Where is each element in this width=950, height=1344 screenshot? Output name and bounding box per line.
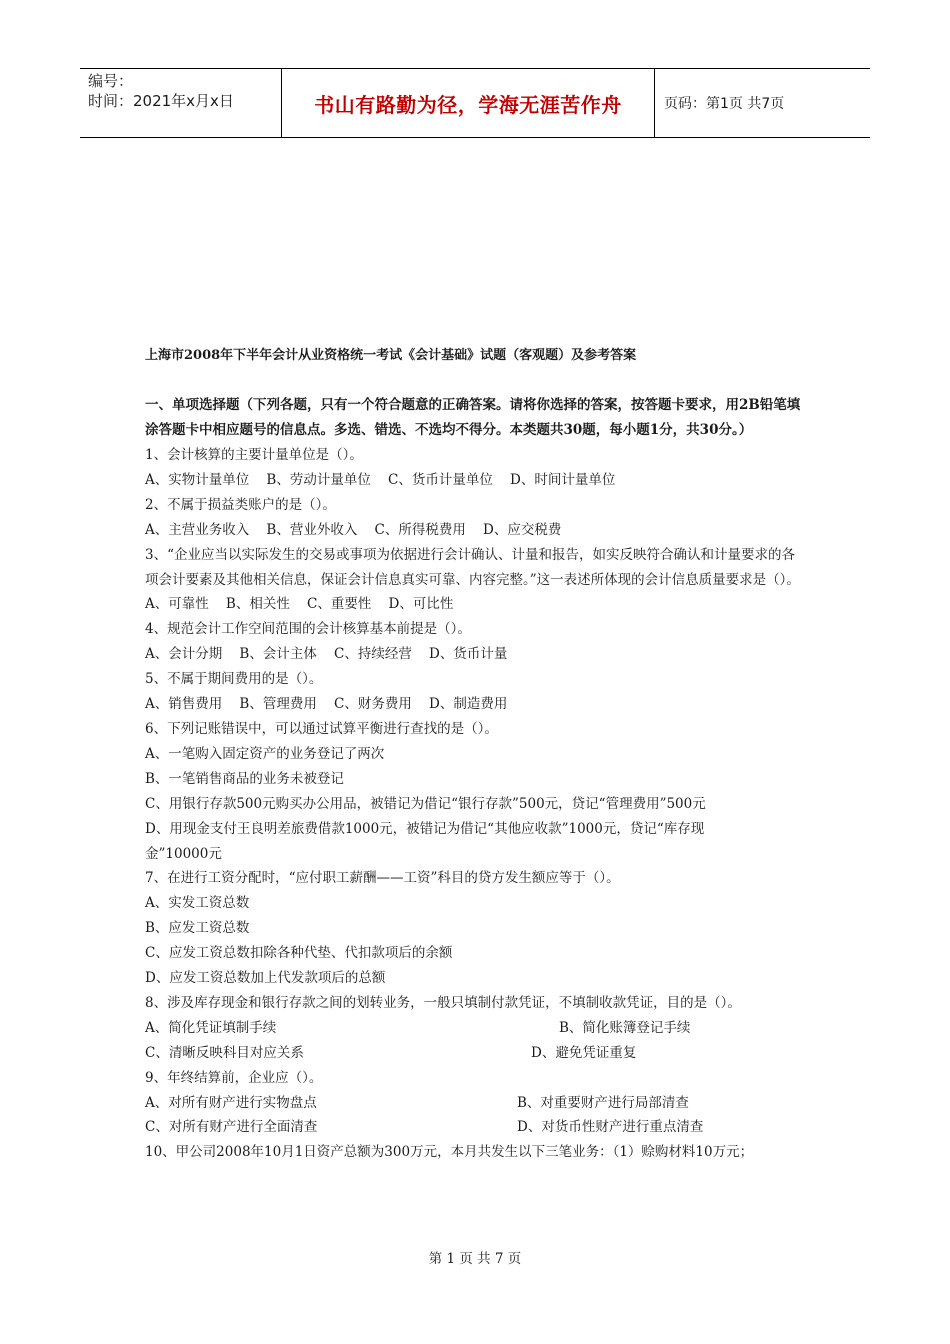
option-b: B、应发工资总数 [145,920,250,937]
question-10: 10、甲公司2008年10月1日资产总额为300万元，本月共发生以下三笔业务：（1）赊购材料10万元； [145,1144,754,1161]
option-c: C、应发工资总数扣除各种代垫、代扣款项后的余额 [145,945,453,962]
option-a: A、实发工资总数 [145,895,250,912]
document-body [145,345,805,1165]
header-motto: 书山有路勤为径，学海无涯苦作舟 [314,92,622,117]
question-1-options: A、实物计量单位 B、劳动计量单位 C、货币计量单位 D、时间计量单位 [145,471,616,488]
option-d-continued: 金”10000元 [145,845,222,862]
question-8-options-row [145,1041,805,1066]
question-8-options-row [145,1016,805,1041]
option-b: B、对重要财产进行局部清查 [517,1094,689,1111]
option-d: D、避免凭证重复 [531,1044,637,1061]
question-7: 7、在进行工资分配时，“应付职工薪酬——工资”科目的贷方发生额应等于（）。 [145,870,620,887]
question-8: 8、涉及库存现金和银行存款之间的划转业务，一般只填制付款凭证，不填制收款凭证，目的是（）。 [145,994,741,1011]
document-title: 上海市2008年下半年会计从业资格统一考试《会计基础》试题（客观题）及参考答案 [145,348,637,363]
question-2: 2、不属于损益类账户的是（）。 [145,496,336,513]
question-2-options: A、主营业务收入 B、营业外收入 C、所得税费用 D、应交税费 [145,521,562,538]
code-label: 编号： [88,72,134,90]
header-info [88,71,234,111]
option-c: C、清晰反映科目对应关系 [145,1044,304,1061]
question-9: 9、年终结算前，企业应（）。 [145,1069,323,1086]
option-d: D、对货币性财产进行重点清查 [517,1119,704,1136]
time-label: 时间：2021年x月x日 [88,92,234,110]
question-3-options: A、可靠性 B、相关性 C、重要性 D、可比性 [145,596,454,613]
option-d: D、用现金支付王良明差旅费借款1000元，被错记为借记“其他应收款”1000元，贷记“库存现 [145,820,705,837]
question-4-options: A、会计分期 B、会计主体 C、持续经营 D、货币计量 [145,646,508,663]
option-c: C、对所有财产进行全面清查 [145,1119,318,1136]
option-b: B、一笔销售商品的业务未被登记 [145,770,344,787]
header-divider [654,69,655,137]
question-5-options: A、销售费用 B、管理费用 C、财务费用 D、制造费用 [145,696,508,713]
question-3: 3、“企业应当以实际发生的交易或事项为依据进行会计确认、计量和报告，如实反映符合确认和计量要求的各项会计要素及其他相关信息，保证会计信息真实可靠、内容完整。”这一表述所体现的会计信息质量要求是（）。 [145,546,800,588]
option-a: A、对所有财产进行实物盘点 [145,1094,317,1111]
question-9-options-row [145,1091,805,1116]
question-6: 6、下列记账错误中，可以通过试算平衡进行查找的是（）。 [145,720,498,737]
question-1: 1、会计核算的主要计量单位是（）。 [145,447,363,463]
header-page-label: 页码：第1页 共7页 [664,96,785,112]
question-4: 4、规范会计工作空间范围的会计核算基本前提是（）。 [145,621,471,638]
question-5: 5、不属于期间费用的是（）。 [145,671,323,688]
option-c: C、用银行存款500元购买办公用品，被错记为借记“银行存款”500元，贷记“管理费用”500元 [145,795,706,812]
page-footer: 第 1 页 共 7 页 [428,1251,522,1267]
option-d: D、应发工资总数加上代发款项后的总额 [145,970,386,987]
option-a: A、一笔购入固定资产的业务登记了两次 [145,745,385,762]
question-9-options-row [145,1115,805,1140]
page-header [80,68,870,138]
section-heading: 一、单项选择题（下列各题，只有一个符合题意的正确答案。请将你选择的答案，按答题卡要求，用2B铅笔填涂答题卡中相应题号的信息点。多选、错选、不选均不得分。本类题共30题，每小题1分，共30分。） [145,397,801,438]
option-b: B、简化账簿登记手续 [559,1019,691,1036]
option-a: A、简化凭证填制手续 [145,1019,277,1036]
